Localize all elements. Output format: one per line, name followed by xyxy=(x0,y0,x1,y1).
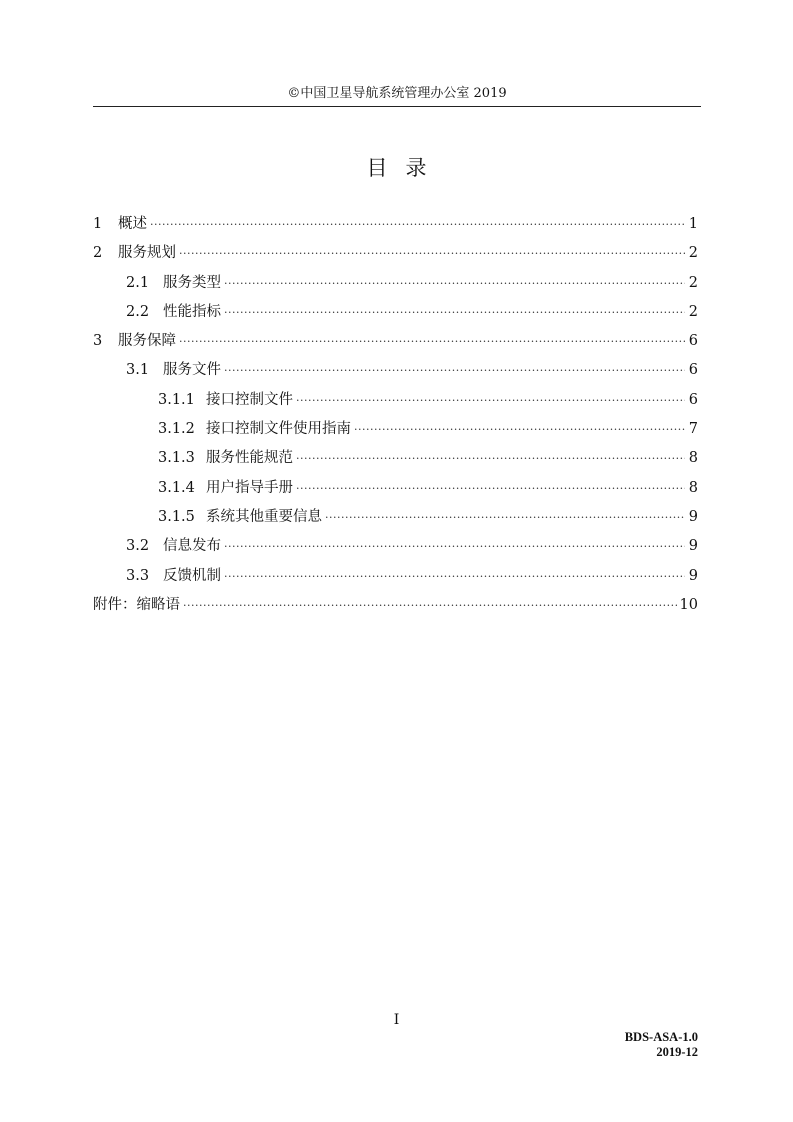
toc-entry-3-1[interactable] xyxy=(93,356,698,385)
toc-entry-3-1-3[interactable] xyxy=(93,444,698,473)
dot-leader xyxy=(150,210,685,239)
toc-entry-3-1-4[interactable] xyxy=(93,474,698,503)
toc-entry-number: 2.1 xyxy=(126,274,150,291)
toc-entry-label: 用户指导手册 xyxy=(206,479,293,496)
dot-leader xyxy=(296,474,685,503)
toc-entry-3-3[interactable] xyxy=(93,562,698,591)
dot-leader xyxy=(224,562,685,591)
toc-entry-label: 服务保障 xyxy=(118,333,176,350)
toc-entry-label: 服务规划 xyxy=(118,245,176,262)
dot-leader xyxy=(224,356,685,385)
toc-entry-number: 3 xyxy=(93,333,103,350)
table-of-contents xyxy=(93,210,698,620)
dot-leader xyxy=(296,386,685,415)
toc-entry-page: 9 xyxy=(688,538,698,555)
dot-leader xyxy=(354,415,685,444)
toc-entry-label: 接口控制文件使用指南 xyxy=(206,421,351,438)
toc-entry-label: 性能指标 xyxy=(163,303,221,320)
toc-entry-label: 服务性能规范 xyxy=(206,450,293,467)
running-header: ©中国卫星导航系统管理办公室 2019 xyxy=(287,86,507,101)
toc-entry-page: 1 xyxy=(688,216,698,232)
toc-entry-label: 服务文件 xyxy=(163,362,221,379)
toc-entry-2[interactable] xyxy=(93,239,698,268)
dot-leader xyxy=(224,269,685,298)
toc-entry-number: 3.1 xyxy=(126,362,150,379)
dot-leader xyxy=(183,591,677,620)
toc-entry-page: 6 xyxy=(688,391,698,408)
toc-entry-2-1[interactable] xyxy=(93,269,698,298)
document-code: BDS-ASA-1.0 xyxy=(624,1030,698,1044)
toc-entry-number: 1 xyxy=(93,216,103,232)
toc-entry-3-1-1[interactable] xyxy=(93,386,698,415)
toc-entry-3[interactable] xyxy=(93,327,698,356)
toc-entry-page: 8 xyxy=(688,450,698,467)
toc-entry-page: 9 xyxy=(688,508,698,525)
toc-entry-label: 服务类型 xyxy=(163,274,221,291)
toc-entry-page: 9 xyxy=(688,567,698,584)
toc-entry-page: 6 xyxy=(688,362,698,379)
toc-entry-number: 3.1.5 xyxy=(158,508,195,525)
toc-entry-number: 3.2 xyxy=(126,538,150,555)
toc-entry-3-1-2[interactable] xyxy=(93,415,698,444)
toc-title: 目录 xyxy=(366,156,445,180)
header-divider xyxy=(93,106,701,107)
document-date: 2019-12 xyxy=(656,1045,698,1059)
toc-entry-number: 2 xyxy=(93,245,103,262)
toc-entry-number: 3.1.1 xyxy=(158,391,195,408)
toc-entry-number: 3.1.2 xyxy=(158,421,195,438)
dot-leader xyxy=(224,532,685,561)
toc-entry-label: 接口控制文件 xyxy=(206,391,293,408)
toc-entry-3-1-5[interactable] xyxy=(93,503,698,532)
toc-entry-number: 3.3 xyxy=(126,567,150,584)
toc-entry-1[interactable] xyxy=(93,210,698,239)
toc-entry-page: 8 xyxy=(688,479,698,496)
toc-entry-appendix[interactable] xyxy=(93,591,698,620)
toc-entry-number: 2.2 xyxy=(126,303,150,320)
toc-entry-number: 3.1.3 xyxy=(158,450,195,467)
dot-leader xyxy=(325,503,685,532)
toc-entry-2-2[interactable] xyxy=(93,298,698,327)
page-number: I xyxy=(393,1012,400,1028)
dot-leader xyxy=(224,298,685,327)
toc-entry-page: 2 xyxy=(688,274,698,291)
toc-entry-label: 附件：缩略语 xyxy=(93,596,180,613)
toc-entry-label: 系统其他重要信息 xyxy=(206,508,322,525)
toc-entry-page: 7 xyxy=(688,421,698,438)
dot-leader xyxy=(296,444,685,473)
toc-entry-label: 信息发布 xyxy=(163,538,221,555)
toc-entry-label: 反馈机制 xyxy=(163,567,221,584)
toc-entry-page: 2 xyxy=(688,245,698,262)
toc-entry-label: 概述 xyxy=(118,216,147,232)
dot-leader xyxy=(179,327,685,356)
toc-entry-page: 2 xyxy=(688,303,698,320)
toc-entry-page: 10 xyxy=(679,596,698,613)
toc-entry-3-2[interactable] xyxy=(93,532,698,561)
dot-leader xyxy=(179,239,685,268)
toc-entry-page: 6 xyxy=(688,333,698,350)
document-code-block xyxy=(625,1030,698,1060)
toc-entry-number: 3.1.4 xyxy=(158,479,195,496)
